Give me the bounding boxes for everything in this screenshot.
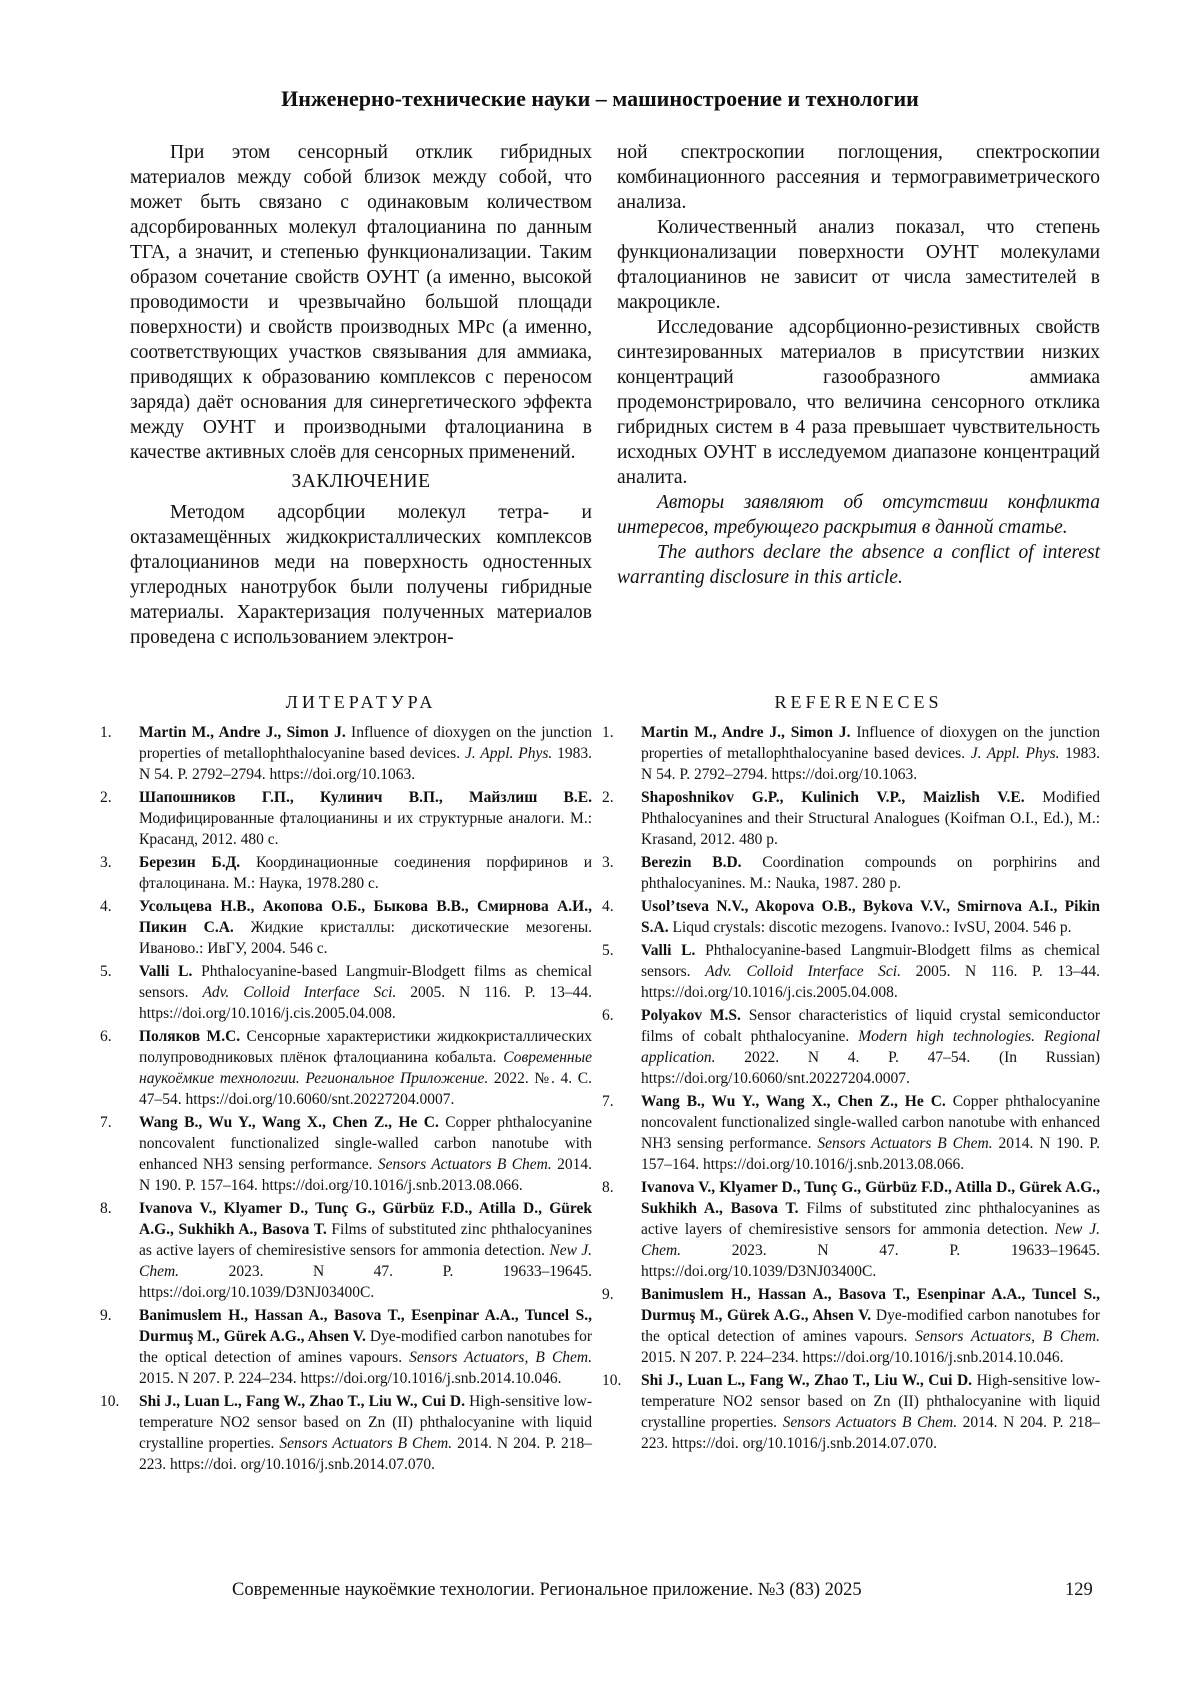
reference-authors: Shi J., Luan L., Fang W., Zhao T., Liu W., Cui D. — [641, 1372, 973, 1389]
reference-authors: Banimuslem H., Hassan A., Basova T., Esenpinar A.A., Tuncel S., Durmuş M., Gürek A.G., Ahsen V. — [641, 1286, 1100, 1324]
reference-number: 8. — [100, 1200, 112, 1217]
reference-authors: Valli L. — [641, 942, 696, 959]
reference-item — [602, 1091, 1100, 1175]
reference-journal: Sensors Actuators B Chem. — [377, 1156, 552, 1173]
conflict-statement-en: The authors declare the absence a conflict of interest warranting disclosure in this article. — [617, 542, 1100, 588]
reference-details: 1983. N 54. P. 2792–2794. https://doi.org/10.1063. — [139, 745, 592, 783]
page-header: Инженерно-технические науки – машиностроение и технологии — [281, 86, 919, 111]
reference-text — [139, 787, 592, 850]
reference-authors: Wang B., Wu Y., Wang X., Chen Z., He C. — [139, 1114, 439, 1131]
reference-details: 2023. N 47. P. 19633–19645. https://doi.org/10.1039/D3NJ03400C. — [641, 1242, 1100, 1280]
reference-authors: Поляков М.С. — [139, 1028, 241, 1045]
reference-details: 2014. N 204. P. 218–223. https://doi. org/10.1016/j.snb.2014.07.070. — [641, 1414, 1100, 1452]
reference-title: High-sensitive low-temperature NO2 sensor based on Zn (II) phthalocyanine with liquid crystalline properties. — [641, 1372, 1100, 1431]
reference-text — [641, 722, 1100, 785]
reference-text — [641, 1370, 1100, 1454]
reference-title: Координационные соединения порфиринов и фталоцинана. М.: Наука, 1978.280 с. — [139, 854, 592, 892]
reference-text — [139, 852, 592, 894]
reference-journal: J. Appl. Phys. — [970, 745, 1060, 762]
reference-number: 8. — [602, 1179, 614, 1196]
reference-journal: J. Appl. Phys. — [464, 745, 553, 762]
reference-text — [641, 852, 1100, 894]
body-paragraph: Количественный анализ показал, что степень функционализации поверхности ОУНТ молекулами фталоцианинов не зависит от числа заместителей в макроцикле. — [617, 217, 1100, 313]
reference-number: 3. — [602, 854, 614, 871]
reference-number: 10. — [602, 1372, 622, 1389]
reference-journal: Sensors Actuators B Chem. — [782, 1414, 958, 1431]
reference-item — [602, 722, 1100, 785]
reference-title: Films of substituted zinc phthalocyanines as active layers of chemiresistive sensors for ammonia detection. — [139, 1221, 592, 1259]
reference-number: 2. — [100, 789, 112, 806]
reference-authors: Шапошников Г.П., Кулинич В.П., Майзлиш В.Е. — [139, 789, 592, 806]
reference-details: 2014. N 204. P. 218–223. https://doi. org/10.1016/j.snb.2014.07.070. — [139, 1435, 592, 1473]
reference-text — [641, 940, 1100, 1003]
reference-text — [641, 1005, 1100, 1089]
page-number: 129 — [1065, 1580, 1093, 1600]
reference-number: 1. — [100, 724, 112, 741]
reference-details: 2022. N 4. P. 47–54. (In Russian) https://doi.org/10.6060/snt.20227204.0007. — [641, 1049, 1100, 1087]
reference-journal: New J. Chem. — [641, 1221, 1100, 1259]
reference-title: Copper phthalocyanine noncovalent functionalized single-walled carbon nanotube with enhanced NH3 sensing performance. — [139, 1114, 592, 1173]
section-title-conclusion: ЗАКЛЮЧЕНИЕ — [291, 471, 431, 492]
reference-details: 2015. N 207. P. 224–234. https://doi.org/10.1016/j.snb.2014.10.046. — [641, 1349, 1064, 1366]
reference-journal: Modern high technologies. Regional application. — [641, 1028, 1100, 1066]
reference-authors: Ivanova V., Klyamer D., Tunç G., Gürbüz F.D., Atilla D., Gürek A.G., Sukhikh A., Basova T. — [641, 1179, 1100, 1217]
reference-item — [602, 1370, 1100, 1454]
reference-title: Sensor characteristics of liquid crystal semiconductor films of cobalt phthalocyanine. — [641, 1007, 1100, 1045]
reference-number: 7. — [100, 1114, 112, 1131]
reference-item — [602, 1284, 1100, 1368]
reference-title: Copper phthalocyanine noncovalent functionalized single-walled carbon nanotube with enhanced NH3 sensing performance. — [641, 1093, 1100, 1152]
reference-title: Phthalocyanine-based Langmuir-Blodgett films as chemical sensors. — [641, 942, 1101, 980]
reference-item — [602, 787, 1100, 850]
reference-details: 2015. N 207. P. 224–234. https://doi.org/10.1016/j.snb.2014.10.046. — [139, 1370, 562, 1387]
reference-number: 6. — [100, 1028, 112, 1045]
reference-number: 9. — [100, 1307, 112, 1324]
reference-journal: Sensors Actuators B Chem. — [279, 1435, 453, 1452]
reference-title: Influence of dioxygen on the junction properties of metallophthalocyanine based devices. — [641, 724, 1100, 762]
reference-journal: Sensors Actuators B Chem. — [817, 1135, 993, 1152]
reference-number: 9. — [602, 1286, 614, 1303]
references-heading-en: REFERENECES — [774, 692, 943, 712]
reference-item — [100, 1391, 592, 1475]
reference-text — [139, 1198, 592, 1303]
reference-item — [100, 1112, 592, 1196]
reference-number: 4. — [602, 898, 614, 915]
reference-item — [100, 961, 592, 1024]
reference-text — [641, 1177, 1100, 1282]
reference-list-en — [602, 722, 1100, 1456]
reference-text — [139, 1305, 592, 1389]
reference-title: Liqud crystals: discotic mezogens. Ivanovo.: IvSU, 2004. 546 p. — [668, 919, 1072, 936]
reference-authors: Martin M., Andre J., Simon J. — [139, 724, 346, 741]
reference-text — [641, 1284, 1100, 1368]
reference-authors: Polyakov M.S. — [641, 1007, 741, 1024]
reference-details: 2022. №. 4. С. 47–54. https://doi.org/10.6060/snt.20227204.0007. — [139, 1070, 592, 1108]
reference-item — [602, 940, 1100, 1003]
body-paragraph: ной спектроскопии поглощения, спектроскопии комбинационного рассеяния и термогравиметрического анализа. — [617, 142, 1100, 213]
reference-journal: Sensors Actuators, B Chem. — [915, 1328, 1100, 1345]
reference-text — [641, 1091, 1100, 1175]
conflict-statement-ru: Авторы заявляют об отсутствии конфликта интересов, требующего раскрытия в данной статье. — [617, 492, 1100, 538]
reference-text — [139, 961, 592, 1024]
reference-details: 2023. N 47. P. 19633–19645. https://doi.org/10.1039/D3NJ03400C. — [139, 1263, 592, 1301]
reference-title: Phthalocyanine-based Langmuir-Blodgett films as chemical sensors. — [139, 963, 593, 1001]
footer-journal: Современные наукоёмкие технологии. Региональное приложение. №3 (83) 2025 — [232, 1580, 862, 1600]
reference-item — [602, 1005, 1100, 1089]
reference-number: 2. — [602, 789, 614, 806]
reference-title: Influence of dioxygen on the junction properties of metallophthalocyanine based devices. — [139, 724, 592, 762]
reference-item — [100, 722, 592, 785]
reference-journal: Adv. Colloid Interface Sci. — [705, 963, 901, 980]
body-paragraph: Исследование адсорбционно-резистивных свойств синтезированных материалов в присутствии низких концентраций газообразного аммиака продемонстрировало, что величина сенсорного отклика гибридных систем в 4 раза превышает чувствительность исходных ОУНТ в исследуемом диапазоне концентраций аналита. — [617, 317, 1100, 488]
body-paragraph: Методом адсорбции молекул тетра- и октазамещённых жидкокристаллических комплексов фталоцианинов меди на поверхность одностенных углеродных нанотрубок были получены гибридные материалы. Характеризация полученных материалов проведена с использованием электрон- — [130, 502, 592, 648]
reference-authors: Wang B., Wu Y., Wang X., Chen Z., He C. — [641, 1093, 946, 1110]
reference-number: 6. — [602, 1007, 614, 1024]
reference-text — [139, 722, 592, 785]
reference-details: 2005. N 116. P. 13–44. https://doi.org/10.1016/j.cis.2005.04.008. — [641, 963, 1100, 1001]
reference-item — [602, 896, 1100, 938]
reference-item — [100, 1026, 592, 1110]
body-paragraph: При этом сенсорный отклик гибридных материалов между собой близок между собой, что может быть связано с одинаковым количеством адсорбированных молекул фталоцианина по данным ТГА, а значит, и степенью функционализации. Таким образом сочетание свойств ОУНТ (а именно, высокой проводимости и чрезвычайно большой площади поверхности) и свойств производных MPc (а именно, соответствующих участков связывания для аммиака, приводящих к образованию комплексов с переносом заряда) даёт основания для синергетического эффекта между ОУНТ и производными фталоцианина в качестве активных слоёв для сенсорных применений. — [130, 142, 592, 463]
reference-title: Modified Phthalocyanines and their Structural Analogues (Koifman O.I., Ed.), M.: Krasand, 2012. 480 p. — [641, 789, 1100, 848]
reference-title: Dye-modified carbon nanotubes for the optical detection of amines vapours. — [641, 1307, 1100, 1345]
reference-title: Films of substituted zinc phthalocyanines as active layers of chemiresistive sensors for ammonia detection. — [641, 1200, 1100, 1238]
reference-number: 10. — [100, 1393, 120, 1410]
reference-authors: Shaposhnikov G.P., Kulinich V.P., Maizlish V.E. — [641, 789, 1025, 806]
reference-item — [100, 1198, 592, 1303]
reference-item — [100, 787, 592, 850]
reference-text — [139, 1026, 592, 1110]
body-column-left — [130, 140, 592, 650]
reference-text — [139, 1391, 592, 1475]
reference-item — [100, 1305, 592, 1389]
reference-number: 4. — [100, 898, 112, 915]
reference-journal: Sensors Actuators, B Chem. — [409, 1349, 592, 1366]
reference-title: Dye-modified carbon nanotubes for the optical detection of amines vapours. — [139, 1328, 593, 1366]
reference-details: 2014. N 190. P. 157–164. https://doi.org/10.1016/j.snb.2013.08.066. — [641, 1135, 1100, 1173]
reference-title: Coordination compounds on porphirins and phthalocyanines. M.: Nauka, 1987. 280 p. — [641, 854, 1100, 892]
reference-journal: Современные наукоёмкие технологии. Региональное Приложение. — [139, 1049, 592, 1087]
references-heading-ru: ЛИТЕРАТУРА — [285, 692, 437, 712]
reference-authors: Usol’tseva N.V., Akopova O.B., Bykova V.V., Smirnova A.I., Pikin S.A. — [641, 898, 1100, 936]
reference-text — [641, 787, 1100, 850]
reference-authors: Ivanova V., Klyamer D., Tunç G., Gürbüz F.D., Atilla D., Gürek A.G., Sukhikh A., Basova T. — [139, 1200, 592, 1238]
reference-title: Сенсорные характеристики жидкокристаллических полупроводниковых плёнок фталоцианина кобальта. — [139, 1028, 593, 1066]
reference-title: Модифицированные фталоцианины и их структурные аналоги. М.: Красанд, 2012. 480 с. — [139, 810, 592, 848]
reference-number: 5. — [602, 942, 614, 959]
reference-title: High-sensitive low-temperature NO2 sensor based on Zn (II) phthalocyanine with liquid crystalline properties. — [139, 1393, 592, 1452]
reference-text — [641, 896, 1100, 938]
reference-authors: Березин Б.Д. — [139, 854, 241, 871]
reference-journal: Adv. Colloid Interface Sci. — [202, 984, 397, 1001]
reference-authors: Valli L. — [139, 963, 193, 980]
reference-details: 1983. N 54. P. 2792–2794. https://doi.org/10.1063. — [641, 745, 1100, 783]
reference-number: 3. — [100, 854, 112, 871]
reference-authors: Усольцева Н.В., Акопова О.Б., Быкова В.В., Смирнова А.И., Пикин С.А. — [139, 898, 592, 936]
reference-number: 5. — [100, 963, 112, 980]
reference-item — [602, 852, 1100, 894]
reference-text — [139, 1112, 592, 1196]
reference-item — [100, 896, 592, 959]
reference-authors: Berezin B.D. — [641, 854, 742, 871]
reference-number: 1. — [602, 724, 614, 741]
reference-title: Жидкие кристаллы: дискотические мезогены. Иваново.: ИвГУ, 2004. 546 с. — [139, 919, 592, 957]
reference-authors: Shi J., Luan L., Fang W., Zhao T., Liu W., Cui D. — [139, 1393, 465, 1410]
reference-text — [139, 896, 592, 959]
reference-authors: Martin M., Andre J., Simon J. — [641, 724, 851, 741]
reference-details: 2005. N 116. P. 13–44. https://doi.org/10.1016/j.cis.2005.04.008. — [139, 984, 592, 1022]
reference-list-ru — [100, 722, 592, 1477]
reference-item — [602, 1177, 1100, 1282]
body-column-right — [617, 140, 1100, 590]
reference-details: 2014. N 190. P. 157–164. https://doi.org/10.1016/j.snb.2013.08.066. — [139, 1156, 593, 1194]
reference-item — [100, 852, 592, 894]
reference-number: 7. — [602, 1093, 614, 1110]
reference-journal: New J. Chem. — [139, 1242, 592, 1280]
reference-authors: Banimuslem H., Hassan A., Basova T., Esenpinar A.A., Tuncel S., Durmuş M., Gürek A.G., Ahsen V. — [139, 1307, 592, 1345]
